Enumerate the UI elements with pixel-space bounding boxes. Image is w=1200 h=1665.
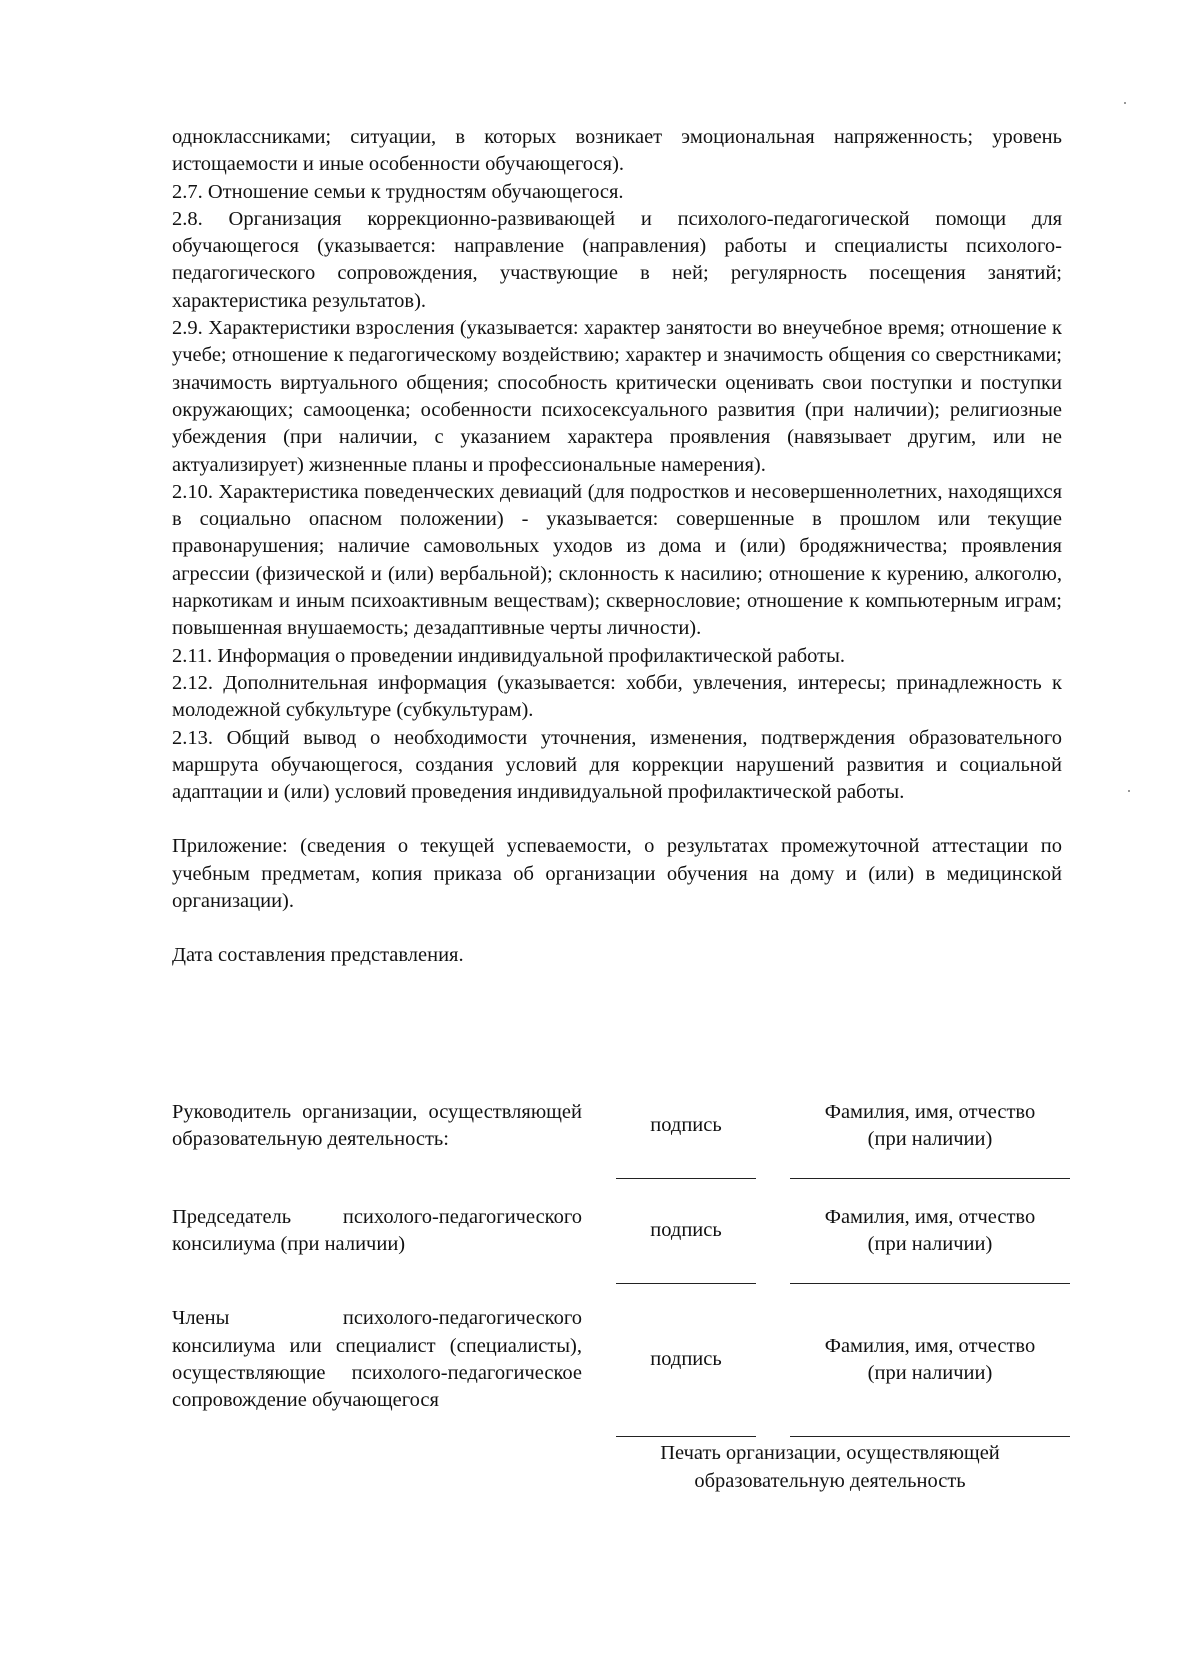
paragraph-2-8: 2.8. Организация коррекционно-развивающей и психолого-педагогической помощи для обучающегося (указывается: направление (направления) работы и специалисты психолого-педагогического сопровождения, участвующие в ней; регулярность посещения занятий; характеристика результатов).	[172, 207, 1062, 312]
paragraph-2-9: 2.9. Характеристики взросления (указывается: характер занятости во внеучебное время; отношение к учебе; отношение к педагогическому воздействию; характер и значимость общения со сверстниками; значимость виртуального общения; способность критически оценивать свои поступки и поступки окружающих; самооценка; особенности психосексуального развития (при наличии); религиозные убеждения (при наличии, с указанием характера проявления (навязывает другим, или не актуализирует) жизненные планы и профессиональные намерения).	[172, 317, 1062, 476]
signature-role: Члены психолого-педагогического консилиума или специалист (специалисты), осуществляющие психолого-педагогическое сопровождение обучающегося	[172, 1307, 582, 1412]
appendix-paragraph: Приложение: (сведения о текущей успеваемости, о результатах промежуточной аттестации по учебным предметам, копия приказа об организации обучения на дому и (или) в медицинской организации).	[172, 835, 1062, 913]
signature-line	[616, 1284, 756, 1437]
signature-label: подпись	[650, 1348, 722, 1371]
paragraph-2-11: 2.11. Информация о проведении индивидуальной профилактической работы.	[172, 644, 845, 667]
paragraph-2-12: 2.12. Дополнительная информация (указывается: хобби, увлечения, интересы; принадлежность к молодежной субкультуре (субкультурам).	[172, 671, 1062, 722]
signature-row-members	[172, 1284, 1070, 1437]
fio-label: Фамилия, имя, отчество	[824, 1205, 1036, 1228]
signature-table	[172, 1074, 1070, 1437]
fio-line	[790, 1284, 1070, 1437]
signature-row-director	[172, 1074, 1070, 1179]
paragraph-2-13: 2.13. Общий вывод о необходимости уточнения, изменения, подтверждения образовательного маршрута обучающегося, создания условий для коррекции нарушений развития и социальной адаптации и (или) условий проведения индивидуальной профилактической работы.	[172, 726, 1062, 804]
scan-speck	[1124, 102, 1126, 104]
paragraph-2-7: 2.7. Отношение семьи к трудностям обучающегося.	[172, 180, 624, 203]
document-body	[172, 124, 1062, 970]
signature-line	[616, 1179, 756, 1284]
fio-line	[790, 1179, 1070, 1284]
signature-role: Руководитель организации, осуществляющей образовательную деятельность:	[172, 1100, 582, 1151]
stamp-line-1: Печать организации, осуществляющей	[660, 1442, 1000, 1464]
signature-line	[616, 1074, 756, 1179]
stamp-line-2: образовательную деятельность	[694, 1470, 966, 1492]
paragraph-continuation: одноклассниками; ситуации, в которых возникает эмоциональная напряженность; уровень истощаемости и иные особенности обучающегося).	[172, 126, 1062, 176]
signature-label: подпись	[650, 1114, 722, 1137]
fio-note: (при наличии)	[867, 1362, 993, 1384]
fio-label: Фамилия, имя, отчество	[824, 1334, 1036, 1357]
fio-note: (при наличии)	[867, 1233, 993, 1255]
fio-line	[790, 1074, 1070, 1179]
date-line: Дата составления представления.	[172, 944, 464, 967]
fio-note: (при наличии)	[867, 1128, 993, 1150]
fio-label: Фамилия, имя, отчество	[824, 1100, 1036, 1123]
stamp-caption	[620, 1439, 1040, 1495]
paragraph-2-10: 2.10. Характеристика поведенческих девиаций (для подростков и несовершеннолетних, находящихся в социально опасном положении) - указывается: совершенные в прошлом или текущие правонарушения; наличие самовольных уходов из дома и (или) бродяжничества; проявления агрессии (физической и (или) вербальной); склонность к насилию; отношение к курению, алкоголю, наркотикам и иным психоактивным веществам); сквернословие; отношение к компьютерным играм; повышенная внушаемость; дезадаптивные черты личности).	[172, 480, 1062, 640]
signature-row-chairman	[172, 1179, 1070, 1284]
signature-role: Председатель психолого-педагогического консилиума (при наличии)	[172, 1205, 582, 1255]
scan-speck	[1128, 790, 1130, 792]
signature-label: подпись	[650, 1219, 722, 1242]
